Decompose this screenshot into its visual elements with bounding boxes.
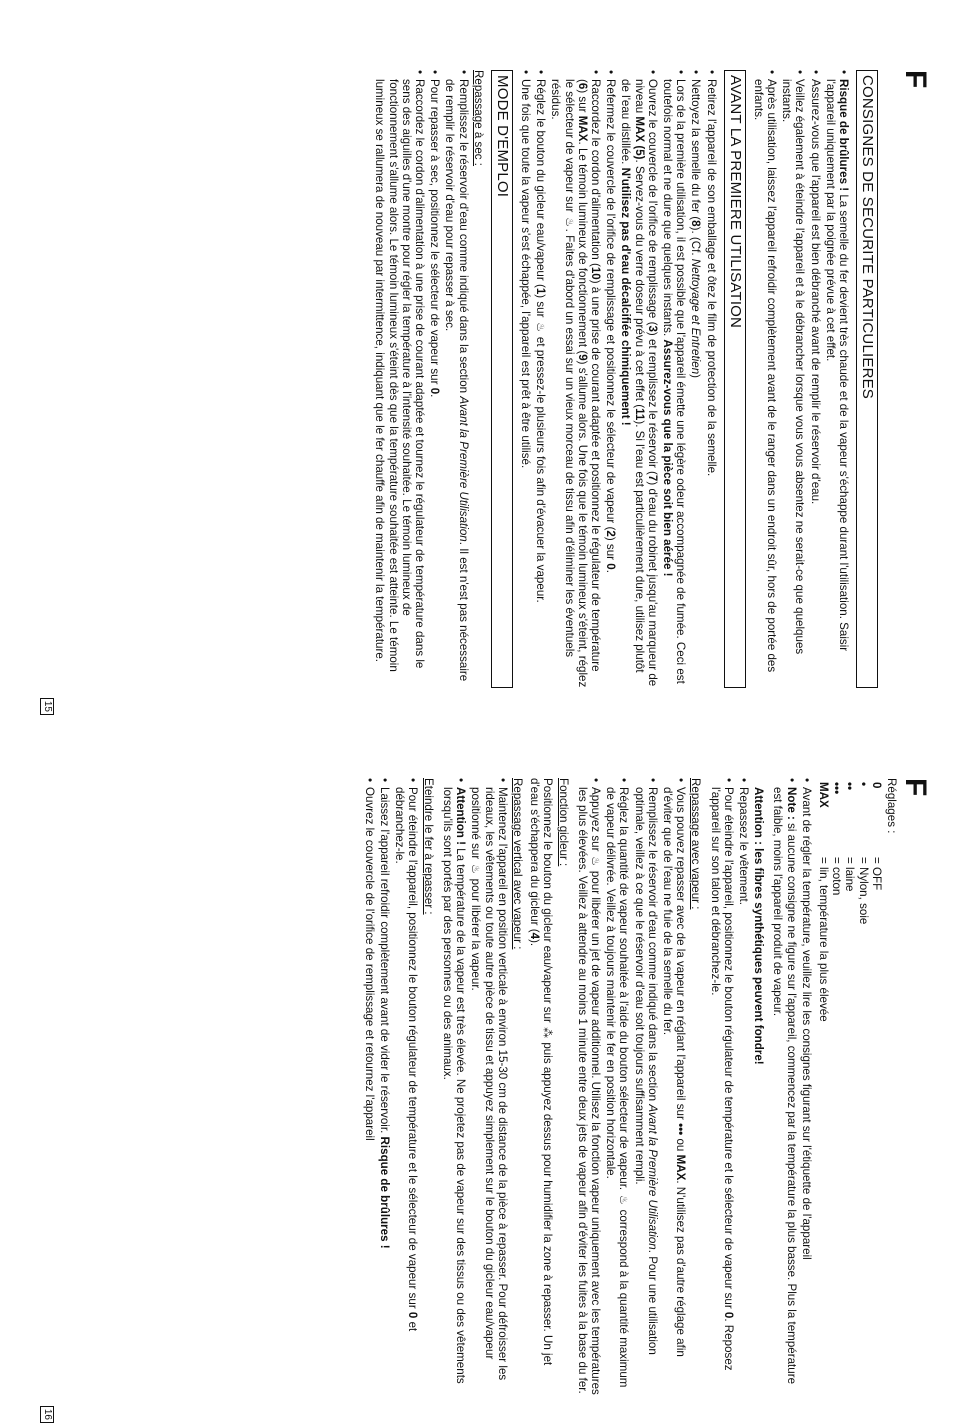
list-item: • Nettoyez la semelle du fer (8). (Cf. Nettoyage et Entretien) xyxy=(689,70,702,688)
list-item: • Réglez le bouton du gicleur eau/vapeur (1) sur ♨ et pressez-le plusieurs fois afin d'évacuer la vapeur. xyxy=(534,70,547,688)
list-item: • Après utilisation, laissez l'appareil refroidir complètement avant de le ranger dans un endroit sûr, hors de portée des enfants. xyxy=(752,70,778,688)
safety-list xyxy=(752,70,850,688)
page-15 xyxy=(40,70,930,715)
page-16 xyxy=(40,778,930,1423)
steam-icon: ♨ xyxy=(562,217,575,228)
steam-icon: ♨ xyxy=(617,1194,630,1205)
list-item: • Raccordez le cordon d'alimentation (10) à une prise de courant adaptée et positionnez le régulateur de température (6) sur MAX. Le témoin lumineux de fonctionnement (9) s'allume alors. Une fois que le témoin lumineux s'éteint, réglez le sélecteur de vapeur sur ♨. Faites d'abord un essai sur un vieux morceau de tissu afin d'éliminer les éventuels résidus. xyxy=(549,70,602,688)
table-row: ••• = coton xyxy=(830,782,844,896)
subheading-spray: Fonction gicleur : xyxy=(556,778,570,867)
ironing-list xyxy=(708,778,750,1396)
list-item: • Vous pouvez repasser avec de la vapeur en réglant l'appareil sur ••• ou MAX. N'utilisez pas d'autre réglage afin d'éviter que de l'eau ne fuie de la semelle du fer. xyxy=(661,778,687,1396)
table-row: • = Nylon, soie xyxy=(856,782,870,925)
section-title-first-use: AVANT LA PREMIERE UTILISATION xyxy=(724,70,746,688)
list-item: • Pour éteindre l'appareil, positionnez le bouton régulateur de température et le sélecteur de vapeur sur 0. Reposez l'appareil sur son talon et débranchez-le. xyxy=(708,778,734,1396)
list-item: • Repassez le vêtement. xyxy=(737,778,750,1396)
turn-off-list xyxy=(363,778,420,1396)
table-row: 0 = OFF xyxy=(869,782,883,891)
settings-list xyxy=(771,778,813,1396)
subheading-vertical-steam: Repassage vertical avec vapeur : xyxy=(510,778,524,950)
list-item: • Pour repasser à sec, positionnez le sélecteur de vapeur sur 0. xyxy=(428,70,441,688)
list-item: • Risque de brûlures ! La semelle du fer devient très chaude et de la vapeur s'échappe durant l'utilisation. Saisir l'appareil uniquement par la poignée prévue à cet effet. xyxy=(824,70,850,688)
section-title-safety: CONSIGNES DE SECURITE PARTICULIERES xyxy=(856,70,878,688)
page-content xyxy=(357,778,898,1396)
spray-paragraph: Positionnez le bouton du gicleur eau/vapeur sur ⁂ puis appuyez dessus pour humidifier la zone à repasser. Un jet d'eau s'échappera du gicleur (4). xyxy=(528,778,555,1366)
list-item: • Lors de la première utilisation, il est possible que l'appareil émette une légère odeur accompagnée de fumée. Ceci est toutefois normal et ne dure que quelques instants. Assurez-vous que la pièce soit bien aérée ! xyxy=(661,70,687,688)
list-item: • Note : si aucune consigne ne figure sur l'appareil, commencez par la température la plus basse. Plus la température est faible, moins l'appareil produit de vapeur. xyxy=(771,778,797,1396)
first-use-list xyxy=(519,70,718,688)
list-item: • Laissez l'appareil refroidir complètement avant de vider le réservoir. Risque de brûlures ! xyxy=(378,778,391,1396)
table-row: MAX = lin, température la plus élevée xyxy=(816,782,830,1022)
page-number: 16 xyxy=(40,1406,54,1423)
vertical-list xyxy=(441,778,509,1396)
language-letter: F xyxy=(899,778,932,797)
list-item: • Ouvrez le couvercle de l'orifice de remplissage et retournez l'appareil xyxy=(363,778,376,1396)
list-item: • Pour éteindre l'appareil, positionnez le bouton régulateur de température et le sélecteur de vapeur sur 0 et débranchez-le. xyxy=(393,778,419,1396)
list-item: • Réglez la quantité de vapeur souhaitée à l'aide du bouton sélecteur de vapeur. ♨ correspond à la quantité maximum de vapeur délivrée. Veillez à toujours maintenir le fer en position horizontale. xyxy=(604,778,630,1396)
list-item: • Ouvrez le couvercle de l'orifice de remplissage (3) et remplissez le réservoir (7) d'eau du robinet jusqu'au marqueur de niveau MAX (5). Servez-vous du verre doseur prévu à cet effet (11). Si l'eau est particulièrement dure, utilisez plutôt de l'eau distillée. N'utilisez pas d'eau décalcifiée chimiquement ! xyxy=(619,70,659,688)
subheading-steam-ironing: Repassage avec vapeur : xyxy=(689,778,703,910)
list-item: • Raccordez le cordon d'alimentation à une prise de courant adaptée et tournez le régulateur de température dans le sens des aiguilles d'une montre pour régler la température à l'intensité souhaitée. Le témoin lumineux de fonctionnement s'allume alors. Le témoin lumineux s'éteint dès que la température souhaitée est atteinte. Le témoin lumineux se rallumera de nouveau par intermittence, indiquant que le fer chauffe afin de maintenir la température. xyxy=(373,70,426,688)
list-item: • Refermez le couvercle de l'orifice de remplissage et positionnez le sélecteur de vapeur (2) sur 0. xyxy=(604,70,617,688)
steam-shot-icon: ♨ xyxy=(588,856,601,867)
list-item: • Remplissez le réservoir d'eau comme indiqué dans la section Avant la Première Utilisation. Pour une utilisation optimale, veillez à ce que le réservoir d'eau soit toujours suffisamment rempli. xyxy=(632,778,658,1396)
list-item: • Remplissez le réservoir d'eau comme indiqué dans la section Avant la Première Utilisation. Il est n'est pas nécessaire de remplir le réservoir d'eau pour repasser à sec. xyxy=(443,70,469,688)
section-title-instructions: MODE D'EMPLOI xyxy=(491,70,513,688)
subheading-dry-ironing: Repassage à sec : xyxy=(471,70,485,167)
table-row: •• = laine xyxy=(843,782,857,892)
list-item: • Avant de régler la température, veuillez lire les consignes figurant sur l'étiquette de l'appareil xyxy=(800,778,813,1396)
steam-list xyxy=(576,778,688,1396)
dry-ironing-list xyxy=(373,70,469,688)
page-content xyxy=(367,70,882,688)
settings-label: Réglages : xyxy=(885,778,898,834)
spray-icon: ⁂ xyxy=(541,1027,554,1039)
steam-shot-icon: ♨ xyxy=(469,863,482,874)
subheading-turn-off: Eteindre le fer à repasser : xyxy=(421,778,435,915)
list-item: • Retirez l'appareil de son emballage et ôtez le film de protection de la semelle. xyxy=(704,70,717,688)
settings-table xyxy=(817,778,883,1022)
list-item: • Maintenez l'appareil en position verticale à environ 15-30 cm de distance de la pièce à repasser. Pour défroisser les rideaux, les vêtements ou toute autre pièce de tissu et appuyez simplement sur le bouton du gicleur eau/vapeur positionné sur ♨ pour libérer la vapeur. xyxy=(469,778,509,1396)
list-item: • Assurez-vous que l'appareil est bien débranché avant de remplir le réservoir d'eau. xyxy=(808,70,821,688)
warning-synthetic: Attention : les fibres synthétiques peuvent fondre! xyxy=(752,787,766,1065)
page-number: 15 xyxy=(40,698,54,715)
list-item: • Attention ! La température de la vapeur est très élevée. Ne projetez pas de vapeur sur des tissus ou des vêtements lorsqu'ils sont portés par des personnes ou des animaux. xyxy=(441,778,467,1396)
list-item: • Une fois que toute la vapeur s'est échappée, l'appareil est prêt à être utilisé. xyxy=(519,70,532,688)
language-letter: F xyxy=(899,70,932,89)
list-item: • Appuyez sur ♨ pour libérer un jet de vapeur additionnel. Utilisez la fonction vapeur uniquement avec les températures les plus élevées. Veillez à attendre au moins 1 minute entre deux jets de vapeur afin d'éviter les fuites à la base du fer. xyxy=(576,778,602,1396)
steam-shot-icon: ♨ xyxy=(534,322,547,333)
list-item: • Veillez également à éteindre l'appareil et à le débrancher lorsque vous vous absentez ne serait-ce que quelques instants. xyxy=(780,70,806,688)
